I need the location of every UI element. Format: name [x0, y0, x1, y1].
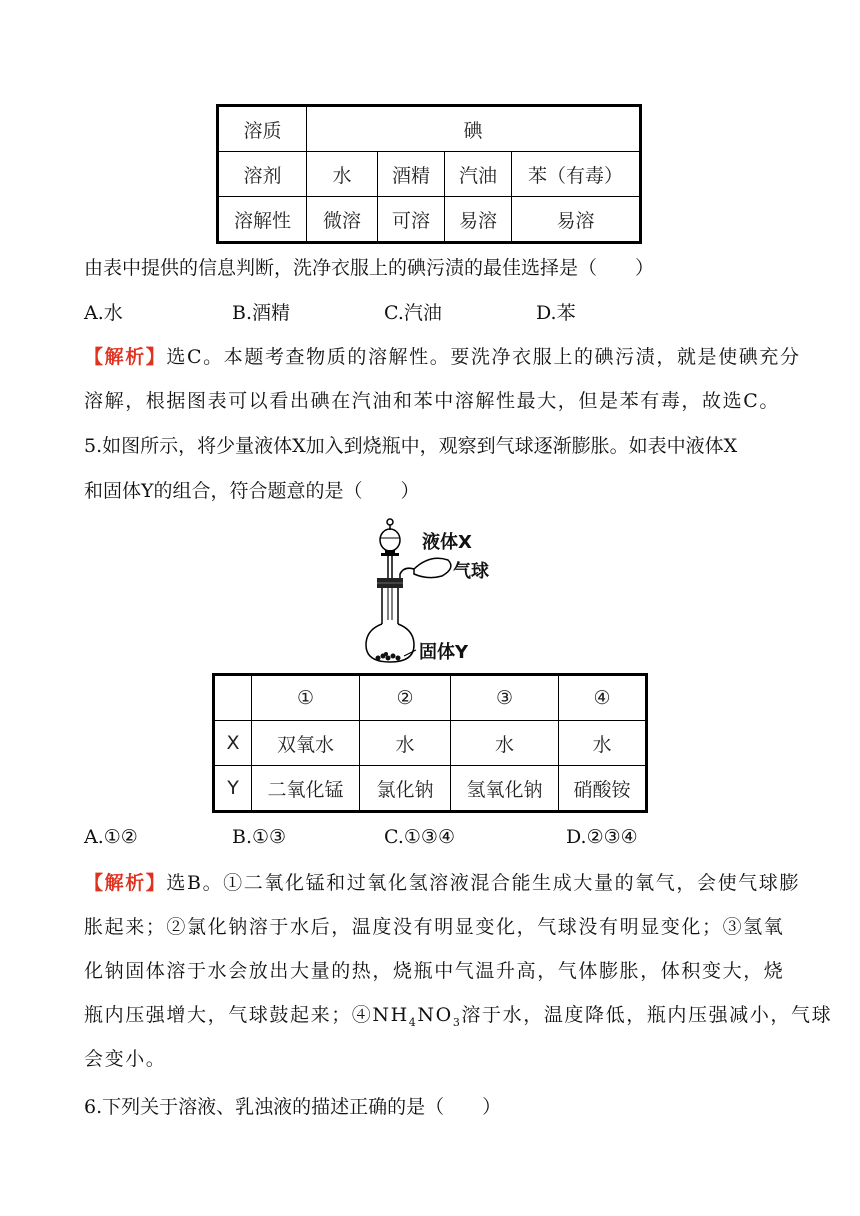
- analysis-text: 溶于水，温度降低，瓶内压强减小，气球: [461, 1004, 833, 1026]
- subscript: 4: [408, 1015, 418, 1029]
- table-cell: 水: [451, 721, 559, 766]
- analysis-text: 选B。①二氧化锰和过氧化氢溶液混合能生成大量的氧气，会使气球膨: [166, 872, 800, 894]
- table-row: [218, 152, 641, 197]
- label-liquid-x: 液体X: [422, 532, 472, 553]
- balloon-icon: [414, 558, 451, 577]
- table-row: [214, 766, 647, 812]
- table-cell: Y: [214, 766, 252, 812]
- table-cell: 溶质: [218, 106, 307, 152]
- analysis-text: 选C。本题考查物质的溶解性。要洗净衣服上的碘污渍，就是使碘充分: [166, 346, 801, 368]
- table-row: [218, 106, 641, 152]
- combination-table: [212, 673, 648, 813]
- analysis-5-line-3: 化钠固体溶于水会放出大量的热，烧瓶中气温升高，气体膨胀，体积变大，烧: [84, 960, 785, 982]
- analysis-4-line-1: [84, 345, 801, 369]
- option-b[interactable]: B.酒精: [232, 302, 291, 324]
- label-solid-y: 固体Y: [419, 642, 469, 663]
- analysis-tag: 【解析】: [84, 346, 167, 368]
- analysis-5-line-5: 会变小。: [84, 1048, 167, 1070]
- table-cell: 水: [307, 152, 378, 197]
- table-cell: 硝酸铵: [559, 766, 647, 812]
- table-cell: 水: [559, 721, 647, 766]
- table-header: ②: [360, 675, 451, 721]
- table-cell: 酒精: [378, 152, 445, 197]
- question-6-text: 6.下列关于溶液、乳浊液的描述正确的是（ ）: [84, 1096, 502, 1118]
- table-cell: 氯化钠: [360, 766, 451, 812]
- analysis-tag: 【解析】: [84, 872, 167, 894]
- table-cell: 易溶: [512, 197, 641, 243]
- table-row: [218, 197, 641, 243]
- table-cell: 汽油: [445, 152, 512, 197]
- analysis-text: NO: [417, 1004, 453, 1026]
- table-cell: 碘: [307, 106, 641, 152]
- table-cell: 易溶: [445, 197, 512, 243]
- solubility-table: [216, 104, 642, 244]
- table-cell: 氢氧化钠: [451, 766, 559, 812]
- table-cell: 可溶: [378, 197, 445, 243]
- option-d[interactable]: D.苯: [536, 302, 576, 324]
- table-cell: 双氧水: [252, 721, 360, 766]
- option-b[interactable]: B.①③: [232, 826, 287, 848]
- table-header: ①: [252, 675, 360, 721]
- funnel-stopper-icon: [387, 519, 393, 525]
- question-5-line-1: 5.如图所示，将少量液体X加入到烧瓶中，观察到气球逐渐膨胀。如表中液体X: [84, 435, 738, 457]
- table-cell: [214, 675, 252, 721]
- dropping-funnel-icon: [380, 529, 400, 551]
- table-cell: 二氧化锰: [252, 766, 360, 812]
- question-5-options: [84, 825, 784, 849]
- analysis-5-line-1: [84, 871, 800, 895]
- option-a[interactable]: A.水: [84, 302, 123, 324]
- analysis-text: 瓶内压强增大，气球鼓起来；④NH: [84, 1004, 409, 1026]
- analysis-5-line-4: [84, 1003, 832, 1035]
- option-a[interactable]: A.①②: [84, 826, 138, 848]
- analysis-4-line-2: 溶解，根据图表可以看出碘在汽油和苯中溶解性最大，但是苯有毒，故选C。: [84, 390, 780, 412]
- table-cell: 微溶: [307, 197, 378, 243]
- question-4-text: 由表中提供的信息判断，洗净衣服上的碘污渍的最佳选择是（ ）: [84, 257, 655, 279]
- option-c[interactable]: C.①③④: [384, 826, 455, 848]
- table-cell: 水: [360, 721, 451, 766]
- subscript: 3: [452, 1015, 462, 1029]
- option-d[interactable]: D.②③④: [566, 826, 638, 848]
- question-4-options: [84, 301, 784, 325]
- table-cell: 溶剂: [218, 152, 307, 197]
- table-header: ④: [559, 675, 647, 721]
- table-row: [214, 721, 647, 766]
- table-header: ③: [451, 675, 559, 721]
- table-cell: 溶解性: [218, 197, 307, 243]
- solid-particles-icon: [376, 652, 401, 661]
- table-cell: X: [214, 721, 252, 766]
- label-balloon: 气球: [453, 561, 489, 582]
- analysis-5-line-2: 胀起来；②氯化钠溶于水后，温度没有明显变化，气球没有明显变化；③氢氧: [84, 916, 785, 938]
- table-row: [214, 675, 647, 721]
- flask-icon: [366, 624, 414, 662]
- option-c[interactable]: C.汽油: [384, 302, 442, 324]
- question-5-line-2: 和固体Y的组合，符合题意的是（ ）: [84, 480, 420, 502]
- table-cell: 苯（有毒）: [512, 152, 641, 197]
